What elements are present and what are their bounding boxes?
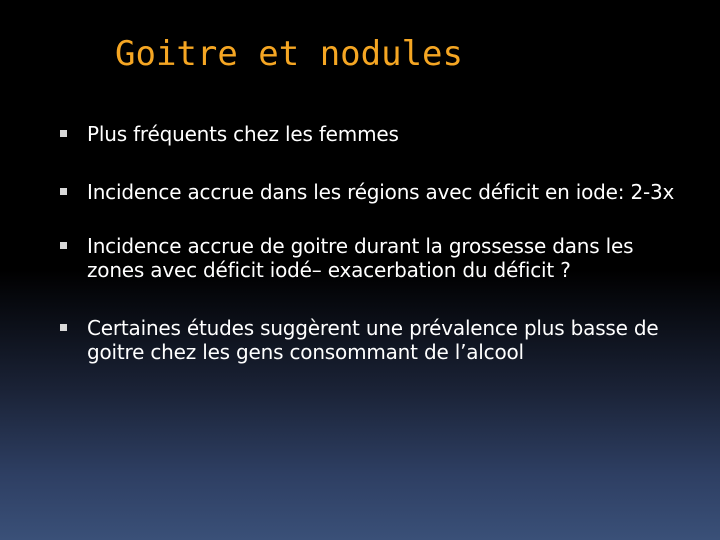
bullet-item <box>58 122 688 146</box>
bullet-text: Certaines études suggèrent une prévalence plus basse de goitre chez les gens consommant de l’alcool <box>87 316 659 364</box>
bullet-item <box>58 234 688 282</box>
bullet-list <box>58 122 688 398</box>
square-bullet-icon <box>60 324 67 331</box>
square-bullet-icon <box>60 130 67 137</box>
bullet-item <box>58 316 688 364</box>
bullet-text: Plus fréquents chez les femmes <box>87 122 399 146</box>
bullet-text: Incidence accrue dans les régions avec déficit en iode: 2-3x <box>87 180 675 204</box>
square-bullet-icon <box>60 188 67 195</box>
square-bullet-icon <box>60 242 67 249</box>
bullet-text: Incidence accrue de goitre durant la grossesse dans les zones avec déficit iodé– exacerbation du déficit ? <box>87 234 634 282</box>
slide-title: Goitre et nodules <box>115 34 463 74</box>
bullet-item <box>58 180 688 204</box>
